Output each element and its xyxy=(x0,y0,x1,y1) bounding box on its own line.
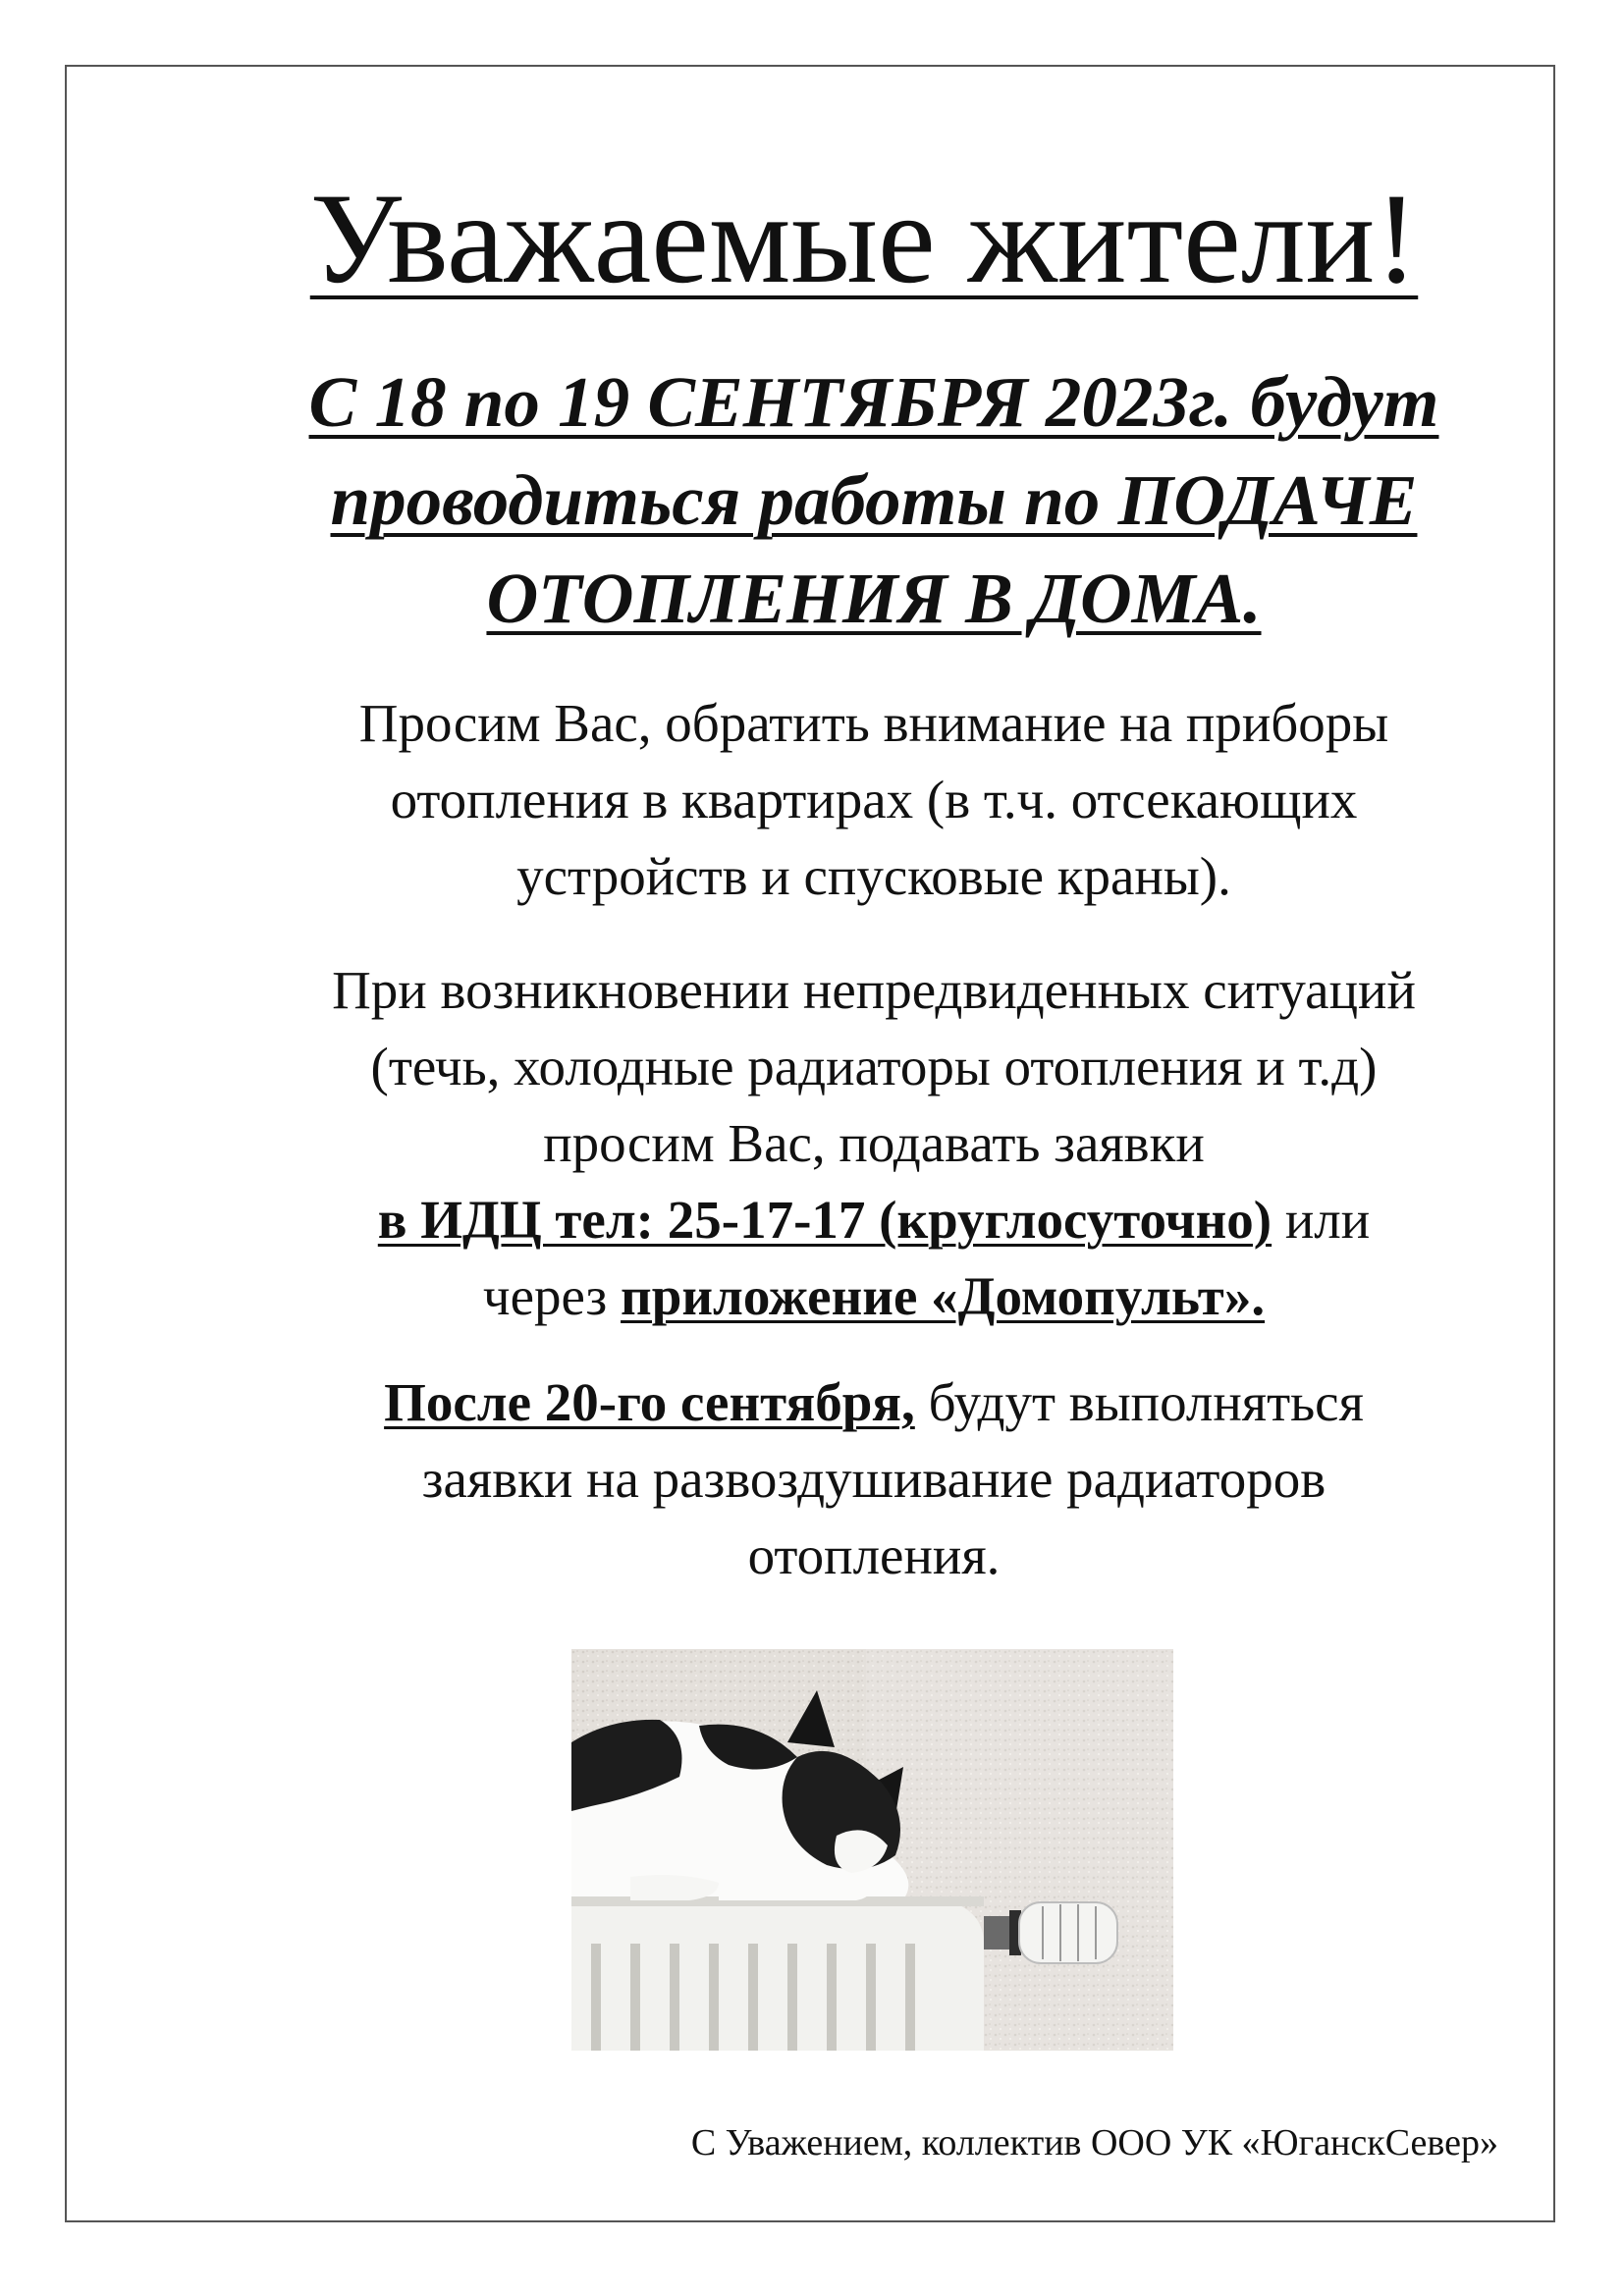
headline-line: С 18 по 19 СЕНТЯБРЯ 2023г. будут xyxy=(308,362,1439,442)
app-name: приложение «Домопульт». xyxy=(621,1266,1266,1326)
app-prefix: через xyxy=(482,1266,622,1326)
paragraph-emergency-contact xyxy=(65,952,1555,1335)
paragraph-check-devices xyxy=(65,685,1555,915)
phone-tail: или xyxy=(1272,1190,1371,1250)
paragraph-line: отопления в квартирах (в т.ч. отсекающих xyxy=(390,770,1358,829)
paragraph-line: При возникновении непредвиденных ситуаций xyxy=(332,960,1416,1020)
date-tail: будут выполняться xyxy=(914,1372,1364,1432)
paragraph-line: отопления. xyxy=(747,1525,1001,1585)
paragraph-line: заявки на развоздушивание радиаторов xyxy=(421,1449,1326,1509)
paragraph-line: просим Вас, подавать заявки xyxy=(543,1113,1205,1173)
date-highlight: После 20-го сентября, xyxy=(384,1372,915,1432)
paragraph-line: (течь, холодные радиаторы отопления и т.д) xyxy=(370,1037,1378,1096)
app-line xyxy=(251,1258,1496,1335)
cat-on-radiator-photo xyxy=(571,1649,1173,2051)
paragraph-line: Просим Вас, обратить внимание на приборы xyxy=(358,693,1389,753)
phone-number: в ИДЦ тел: 25-17-17 (круглосуточно) xyxy=(377,1190,1272,1250)
headline-announcement xyxy=(65,353,1555,648)
paragraph-line: устройств и спусковые краны). xyxy=(516,846,1231,906)
paragraph-line xyxy=(251,1364,1496,1441)
page-title: Уважаемые жители! xyxy=(309,166,1419,310)
signature: С Уважением, коллектив ООО УК «ЮганскСевер» xyxy=(690,2122,1498,2163)
headline-line: проводиться работы по ПОДАЧЕ xyxy=(330,460,1418,540)
paragraph-after-date xyxy=(65,1364,1555,1594)
headline-line: ОТОПЛЕНИЯ В ДОМА. xyxy=(486,559,1262,638)
phone-line xyxy=(251,1182,1496,1258)
